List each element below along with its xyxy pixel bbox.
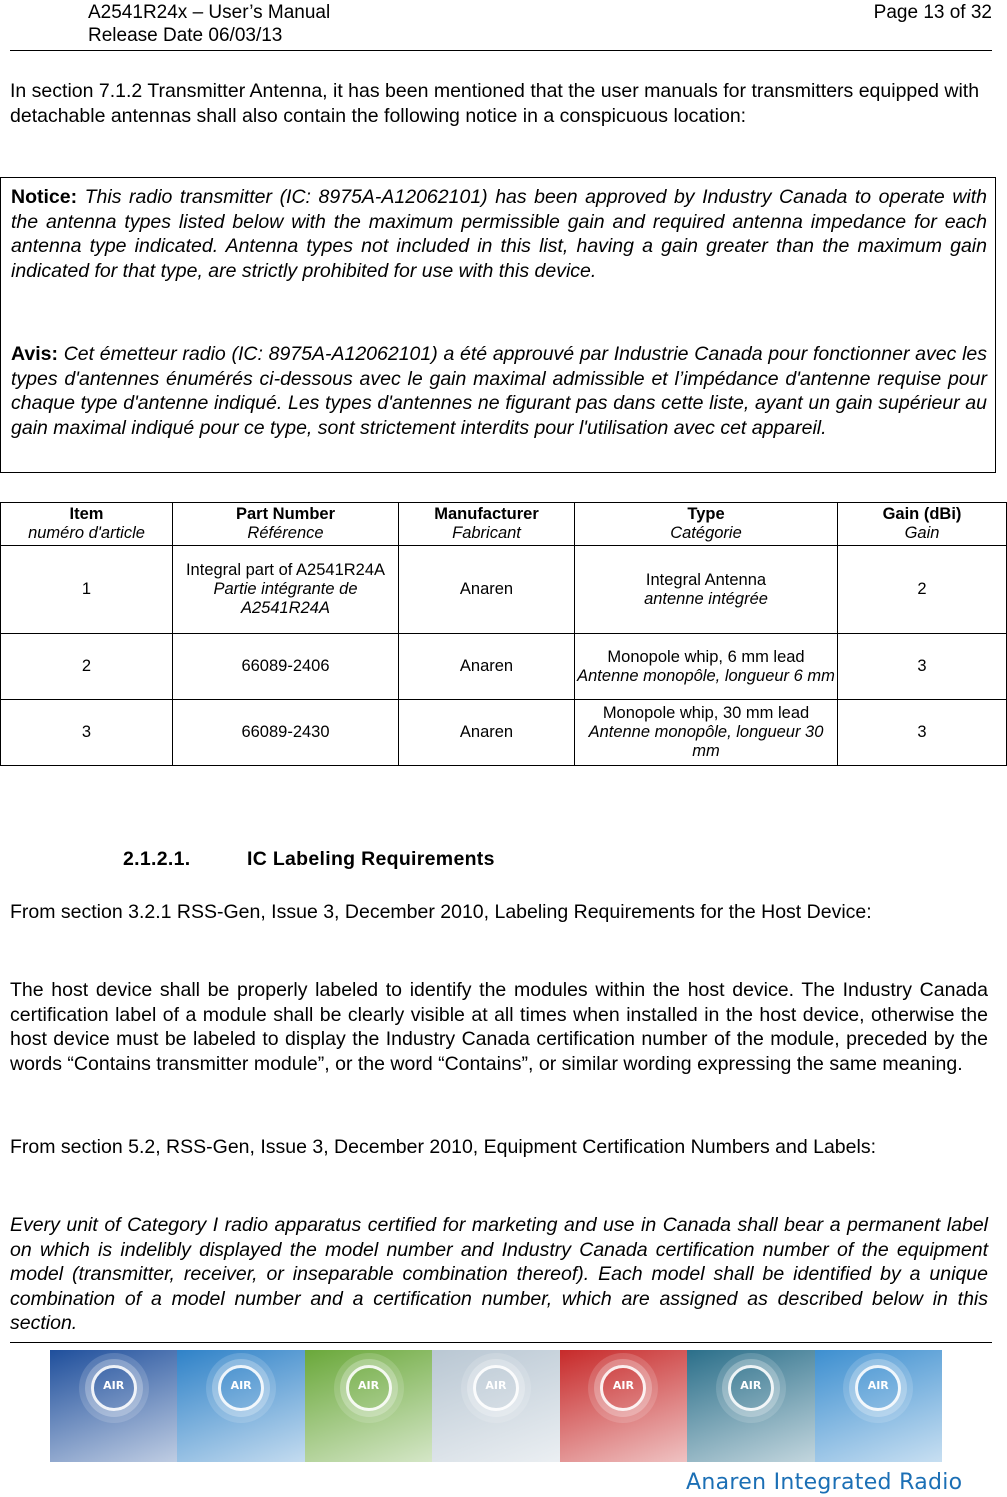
banner-tile-kayaker — [687, 1350, 814, 1462]
paragraph-certification-numbers: From section 5.2, RSS-Gen, Issue 3, December 2010, Equipment Certification Numbers and Labels: — [10, 1136, 876, 1158]
banner-tile-windsurfer — [560, 1350, 687, 1462]
cell-item: 2 — [1, 634, 173, 700]
air-logo-icon: AIR — [855, 1365, 901, 1411]
notice-text: This radio transmitter (IC: 8975A-A12062101) has been approved by Industry Canada to operate with the antenna types listed below with the maximum permissible gain and required antenna impedance for each antenna type indicated. Antenna types not included in this list, having a gain greater than the maximum gain indicated for that type, are strictly prohibited for use with this device. — [11, 186, 987, 282]
notice-french — [11, 342, 987, 440]
section-number: 2.1.2.1. — [123, 848, 191, 870]
banner-tile-skater — [50, 1350, 177, 1462]
avis-text: Cet émetteur radio (IC: 8975A-A12062101) a été approuvé par Industrie Canada pour fonctionner avec les types d'antennes énumérés ci-dessous avec le gain maximal admissible et l’impédance d'antenne requise pour chaque type d'antenne indiqué. Les types d'antennes ne figurant pas dans cette liste, ayant un gain supérieur au gain maximal indiqué pour ce type, sont strictement interdits pour l'utilisation avec cet appareil. — [11, 343, 988, 439]
avis-label: Avis: — [11, 343, 58, 365]
table-header-row — [1, 503, 1007, 546]
cell-part-number: Integral part of A2541R24A Partie intégrante de A2541R24A — [173, 546, 399, 634]
intro-paragraph: In section 7.1.2 Transmitter Antenna, it has been mentioned that the user manuals for transmitters equipped with detachable antennas shall also contain the following notice in a conspicuous location: — [10, 80, 980, 127]
cell-gain: 3 — [838, 700, 1007, 766]
section-title: IC Labeling Requirements — [247, 848, 495, 870]
page-header — [10, 0, 992, 51]
notice-label: Notice: — [11, 186, 78, 208]
cell-manufacturer: Anaren — [399, 546, 575, 634]
notice-box — [0, 177, 996, 473]
cell-type: Integral Antenna antenne intégrée — [575, 546, 838, 634]
banner-tile-skier — [177, 1350, 304, 1462]
table-row — [1, 546, 1007, 634]
footer-banner — [50, 1350, 942, 1462]
document-title: A2541R24x – User’s Manual — [88, 2, 331, 23]
cell-type: Monopole whip, 30 mm lead Antenne monopôle, longueur 30 mm — [575, 700, 838, 766]
air-logo-icon: AIR — [473, 1365, 519, 1411]
air-logo-icon: AIR — [346, 1365, 392, 1411]
cell-item: 3 — [1, 700, 173, 766]
banner-tile-jumper — [815, 1350, 942, 1462]
header-gain: Gain (dBi) Gain — [838, 503, 1007, 546]
paragraph-host-device: From section 3.2.1 RSS-Gen, Issue 3, December 2010, Labeling Requirements for the Host Device: — [10, 901, 872, 923]
air-logo-icon: AIR — [728, 1365, 774, 1411]
brand-name: Anaren Integrated Radio — [686, 1470, 963, 1495]
cell-item: 1 — [1, 546, 173, 634]
table-row — [1, 700, 1007, 766]
section-heading — [123, 848, 495, 871]
cell-gain: 2 — [838, 546, 1007, 634]
antenna-table — [0, 502, 1007, 766]
header-type: Type Catégorie — [575, 503, 838, 546]
cell-part-number: 66089-2430 — [173, 700, 399, 766]
cell-manufacturer: Anaren — [399, 700, 575, 766]
notice-english — [11, 185, 987, 283]
page-number: Page 13 of 32 — [873, 2, 992, 23]
header-part-number: Part Number Référence — [173, 503, 399, 546]
banner-tile-snowboarder — [432, 1350, 559, 1462]
cell-type: Monopole whip, 6 mm lead Antenne monopôle, longueur 6 mm — [575, 634, 838, 700]
air-logo-icon: AIR — [91, 1365, 137, 1411]
cell-part-number: 66089-2406 — [173, 634, 399, 700]
air-logo-icon: AIR — [218, 1365, 264, 1411]
footer-divider — [10, 1342, 992, 1343]
header-item: Item numéro d'article — [1, 503, 173, 546]
paragraph-labeling: The host device shall be properly labeled to identify the modules within the host device. The Industry Canada certification label of a module shall be clearly visible at all times when installed in the host device, otherwise the host device must be labeled to display the Industry Canada certification number of the module, preceded by the words “Contains transmitter module”, or the word “Contains”, or similar wording expressing the same meaning. — [10, 979, 988, 1075]
air-logo-icon: AIR — [600, 1365, 646, 1411]
header-manufacturer: Manufacturer Fabricant — [399, 503, 575, 546]
paragraph-category-i: Every unit of Category I radio apparatus certified for marketing and use in Canada shall bear a permanent label on which is indelibly displayed the model number and Industry Canada certification number of the equipment model (transmitter, receiver, or inseparable combination thereof). Each model shall be identified by a unique combination of a model number and a certification number, which are assigned as described below in this section. — [10, 1214, 988, 1334]
table-row — [1, 634, 1007, 700]
banner-tile-cyclist — [305, 1350, 432, 1462]
cell-manufacturer: Anaren — [399, 634, 575, 700]
release-date: Release Date 06/03/13 — [88, 25, 283, 46]
cell-gain: 3 — [838, 634, 1007, 700]
